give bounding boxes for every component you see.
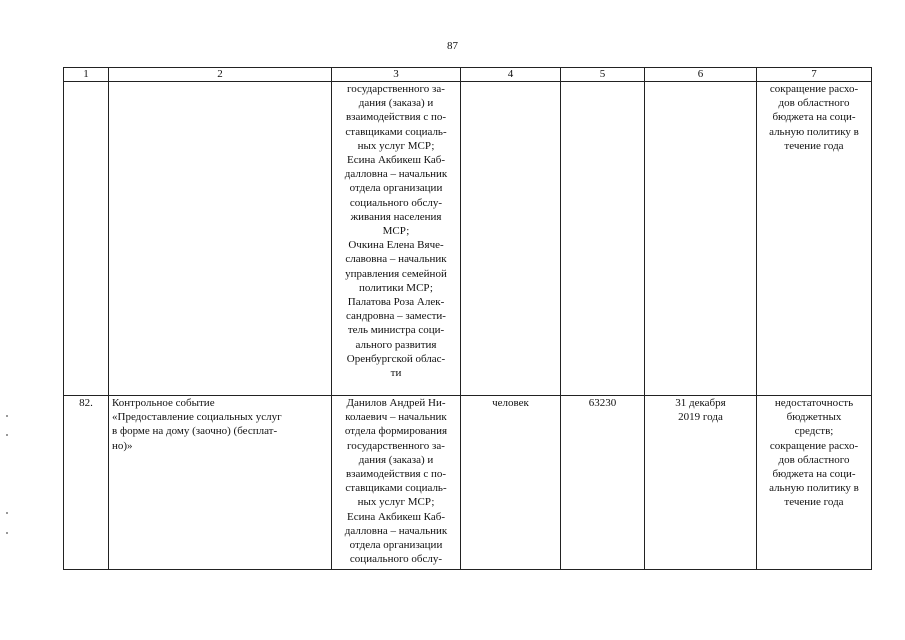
text-line: МСР; [382,225,410,238]
row2-deadline-cell [645,396,757,570]
text-line: 2019 года [678,411,723,424]
text-line: в форме на дому (заочно) (бесплат- [112,425,278,438]
text-line: далловна – начальник [344,524,448,537]
text-line: социального обслу- [349,553,443,566]
text-line: бюджета на соци- [772,111,856,124]
text-line: Палатова Роза Алек- [347,296,445,309]
row2-unit-cell: человек [461,396,561,570]
row2-responsible-cell [332,396,461,570]
text-line: альную политику в [769,125,859,138]
row1-unit-cell [461,82,561,396]
header-col-6: 6 [645,68,757,82]
document-table [63,67,872,570]
scan-mark [6,415,8,417]
row1-responsible-cell [332,82,461,396]
row2-risks-cell [757,396,872,570]
text-line: течение года [784,496,844,509]
row1-number-cell [64,82,109,396]
text-line: государственного за- [347,83,445,95]
header-col-2: 2 [109,68,332,82]
text-line: ставщиками социаль- [345,482,447,495]
header-col-5: 5 [561,68,645,82]
row1-risks-cell [757,82,872,396]
header-col-7: 7 [757,68,872,82]
text-line: управления семейной [345,267,447,280]
text-line: течение года [784,139,844,152]
scan-mark [6,434,8,436]
scan-mark [6,532,8,534]
row1-value-cell [561,82,645,396]
text-line: славовна – начальник [345,253,447,266]
row2-value-cell: 63230 [561,396,645,570]
text-line: далловна – начальник [344,168,448,181]
header-col-4: 4 [461,68,561,82]
text-line: Есина Акбикеш Каб- [346,154,445,167]
text-line: ального развития [355,338,437,351]
text-line: «Предоставление социальных услуг [112,411,282,424]
text-line: тель министра соци- [347,324,445,337]
scan-mark [6,512,8,514]
text-line: отдела организации [349,539,443,552]
row2-event-cell [109,396,332,570]
text-line: ных услуг МСР; [357,139,435,152]
text-line: средств; [794,425,834,438]
text-line: сокращение расхо- [769,439,859,452]
text-line: альную политику в [769,482,859,495]
text-line: ти [390,367,402,380]
text-line: социального обслу- [349,196,443,209]
text-line: дания (заказа) и [358,97,434,110]
text-line: дания (заказа) и [358,453,434,466]
text-line: ставщиками социаль- [345,125,447,138]
text-line: Очкина Елена Вяче- [348,239,444,252]
text-line: Оренбургской облас- [346,352,446,365]
page-number: 87 [447,40,458,52]
text-line: недостаточность [774,397,854,409]
text-line: 31 декабря [675,397,726,409]
text-line: отдела организации [349,182,443,195]
text-line: взаимодействия с по- [345,468,447,481]
text-line: Данилов Андрей Ни- [346,397,446,409]
text-line: ных услуг МСР; [357,496,435,509]
text-line: взаимодействия с по- [345,111,447,124]
text-line: бюджета на соци- [772,468,856,481]
text-line: Есина Акбикеш Каб- [346,510,445,523]
row1-event-cell [109,82,332,396]
row1-deadline-cell [645,82,757,396]
table-row [64,82,872,396]
text-line: политики МСР; [359,281,433,294]
text-line: государственного за- [347,439,445,452]
row2-number-cell: 82. [64,396,109,570]
text-line: сандровна – замести- [346,310,446,323]
header-col-3: 3 [332,68,461,82]
text-line: бюджетных [786,411,842,424]
text-line: колаевич – начальник [345,411,447,424]
text-line: дов областного [778,97,850,110]
header-row [64,68,872,82]
text-line: отдела формирования [344,425,448,438]
text-line: сокращение расхо- [769,83,859,95]
text-line: но)» [112,439,133,452]
text-line: Контрольное событие [112,397,215,409]
text-line: живания населения [350,210,442,223]
header-col-1: 1 [64,68,109,82]
text-line: дов областного [778,453,850,466]
table-row [64,396,872,570]
